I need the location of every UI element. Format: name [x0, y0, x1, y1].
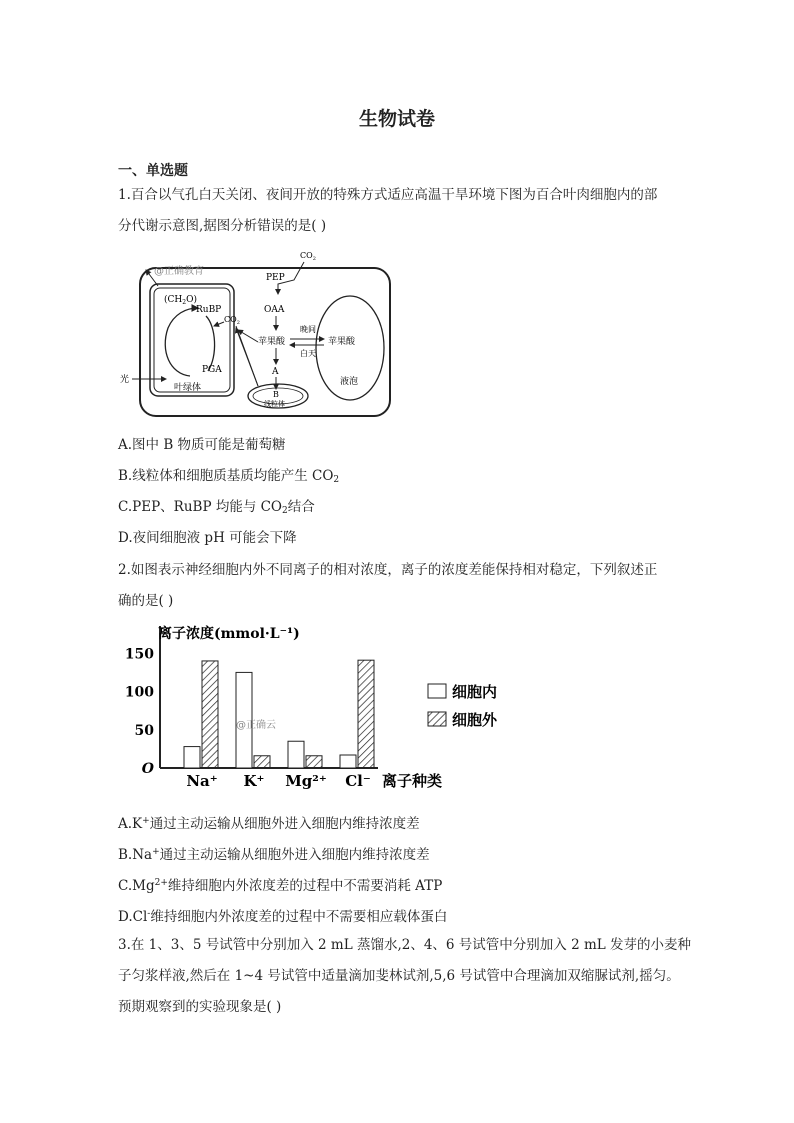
ion-concentration-chart: [124, 618, 498, 798]
x-tick-label: Cl⁻: [345, 772, 371, 790]
rubp-label: RuBP: [196, 305, 222, 315]
q3-stem-line1: 3.在 1、3、5 号试管中分别加入 2 mL 蒸馏水,2、4、6 号试管中分别加入 2 mL 发芽的小麦种: [118, 937, 692, 953]
q1-stem-line1: 1.百合以气孔白天关闭、夜间开放的特殊方式适应高温干旱环境下图为百合叶肉细胞内的部: [118, 187, 658, 203]
y-tick-label: 150: [124, 646, 154, 663]
light-label: 光: [120, 375, 130, 385]
night-label: 晚间: [300, 325, 316, 334]
chloroplast-label: 叶绿体: [174, 383, 202, 393]
y-tick-label: 100: [124, 684, 154, 701]
x-tick-label: Mg²⁺: [285, 772, 327, 790]
q1-stem-line2: 分代谢示意图,据图分析错误的是( ): [118, 218, 327, 234]
q2-stem-line1: 2.如图表示神经细胞内外不同离子的相对浓度，离子的浓度差能保持相对稳定，下列叙述正: [118, 562, 658, 578]
q1-option-d: D.夜间细胞液 pH 可能会下降: [118, 530, 297, 546]
bar-outside-0: [202, 661, 218, 768]
oaa-label: OAA: [264, 305, 285, 315]
day-label: 白天: [300, 349, 316, 358]
legend-label-1: 细胞外: [452, 711, 498, 729]
q3-stem-line3: 预期观察到的实验现象是( ): [118, 999, 282, 1015]
pep-label: PEP: [266, 273, 285, 283]
q2-option-d: D.Cl-维持细胞内外浓度差的过程中不需要相应载体蛋白: [118, 909, 448, 925]
q2-option-c: $C.Mg^{2+}$维持细胞内外浓度差的过程中不需要消耗 ATP: [118, 878, 443, 894]
bar-outside-3: [358, 660, 374, 768]
legend-label-0: 细胞内: [452, 683, 498, 701]
q2-stem-line2: 确的是( ): [118, 593, 174, 609]
malic-acid-vacuole: 苹果酸: [328, 337, 356, 347]
y-tick-label: 50: [134, 722, 154, 739]
vacuole-label: 液泡: [340, 377, 359, 387]
a-label: A: [272, 367, 279, 377]
legend-swatch-1: [428, 712, 446, 726]
bar-outside-1: [254, 756, 270, 768]
bar-inside-0: [184, 747, 200, 768]
y-axis-label: 离子浓度(mmol·L⁻¹): [158, 626, 300, 642]
legend-swatch-0: [428, 684, 446, 698]
q2-option-b: B.Na+通过主动运输从细胞外进入细胞内维持浓度差: [118, 847, 430, 863]
q1-option-c: C.PEP、RuBP 均能与 $CO_2$结合: [118, 499, 315, 516]
mitochondrion-label: 线粒体: [264, 400, 285, 408]
bar-inside-2: [288, 741, 304, 768]
y-tick-label: O: [141, 761, 154, 777]
x-tick-label: Na⁺: [186, 772, 218, 790]
x-axis-label: 离子种类: [382, 772, 443, 790]
q3-stem-line2: 子匀浆样液,然后在 1~4 号试管中适量滴加斐林试剂,5,6 号试管中合理滴加双缩脲试剂,摇匀。: [118, 968, 680, 984]
malic-acid-cytoplasm: 苹果酸: [258, 337, 286, 347]
diagram-watermark: @正确教育: [154, 266, 204, 277]
co2-mid-label: $CO_2$: [224, 315, 240, 326]
b-label: B: [273, 390, 279, 399]
ch2o-label: $(CH_2O)$: [164, 295, 197, 306]
q1-option-a: A.图中 B 物质可能是葡萄糖: [118, 437, 286, 453]
q1-metabolism-diagram: [118, 246, 398, 421]
q1-option-b: B.线粒体和细胞质基质均能产生 $CO_2$: [118, 468, 340, 485]
bar-inside-3: [340, 755, 356, 768]
section-heading: 一、单选题: [118, 163, 188, 179]
bar-outside-2: [306, 756, 322, 768]
co2-top-label: $CO_2$: [300, 251, 316, 262]
q2-option-a: A.K+通过主动运输从细胞外进入细胞内维持浓度差: [118, 816, 420, 832]
x-tick-label: K⁺: [243, 772, 265, 790]
pga-label: PGA: [202, 365, 222, 375]
chart-watermark: @正确云: [236, 720, 276, 731]
page-title: 生物试卷: [358, 108, 435, 130]
